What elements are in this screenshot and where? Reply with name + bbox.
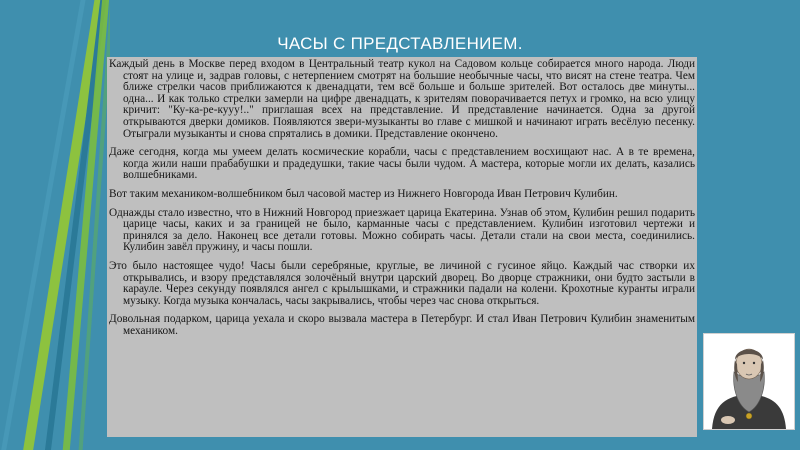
kulibin-portrait (703, 333, 795, 430)
decorative-stripes (0, 0, 110, 450)
slide-title: ЧАСЫ С ПРЕДСТАВЛЕНИЕМ. (277, 34, 523, 53)
paragraph: Довольная подарком, царица уехала и скоро вызвала мастера в Петербург. И стал Иван Петрович Кулибин знаменитым механиком. (109, 313, 695, 337)
portrait-drawing (704, 334, 794, 429)
stripe (0, 0, 93, 450)
text-panel (107, 57, 697, 437)
paragraph: Даже сегодня, когда мы умеем делать космические корабли, часы с представлением восхищают нас. А в те времена, когда жили наши прабабушки и прадедушки, такие часы были чудом. А мастера, которые могли их делать, казались волшебниками. (109, 146, 695, 182)
paragraph: Это было настоящее чудо! Часы были серебряные, круглые, ве личиной с гусиное яйцо. Каждый час створки их открывались, и взору представлялся золочёный внутри царский дворец. Во дворце стражники, они будто застыли в карауле. Через секунду появлялся ангел с крылышками, и стражники падали на колени. Крохотные куранты играли музыку. Когда музыка кончалась, часы закрывались, чтобы через час снова открыться. (109, 259, 695, 307)
paragraph: Вот таким механиком-волшебником был часовой мастер из Нижнего Новгорода Иван Петрович Кулибин. (109, 187, 618, 200)
paragraph: Однажды стало известно, что в Нижний Новгород приезжает царица Екатерина. Узнав об этом, Кулибин решил подарить царице часы, каких и за границей не было, карманные часы с представлением. Кулибин изготовил чертежи и принялся за дело. Наконец все детали готовы. Можно собирать часы. Детали стали на свои места, соединились. Кулибин завёл пружину, и часы пошли. (109, 206, 695, 254)
paragraph: Каждый день в Москве перед входом в Центральный театр кукол на Садовом кольце собирается много народа. Люди стоят на улице и, задрав головы, с нетерпением смотрят на большие необычные часы, что висят на стене театра. Чем ближе стрелки часов приближаются к двенадцати, тем всё больше и больше зрителей. Вот осталось две минуты... одна... И как только стрелки замерли на цифре двенадцать, к зрителям поворачивается петух и громко, на всю улицу кричит: "Ку-ка-ре-кууу!.." приглашая всех на представление. И представление начинается. Одна за другой открываются дверки домиков. Появляются звери-музыканты во главе с мишкой и начинают играть весёлую песенку. Отыграли музыканты и снова спрятались в домики. Представление окончено. (109, 58, 695, 140)
